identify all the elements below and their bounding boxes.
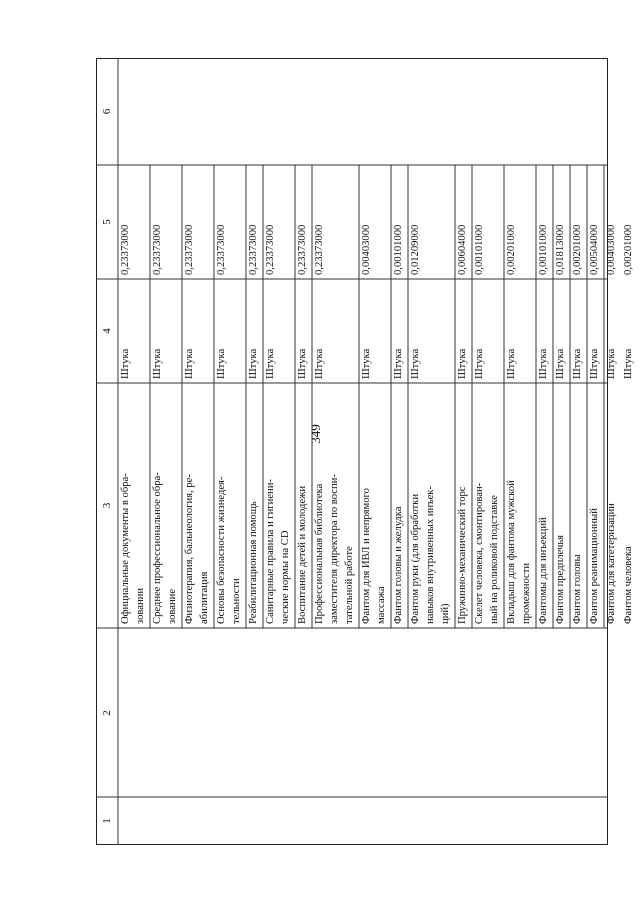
item-name-line: промежности <box>521 562 532 624</box>
item-value: 0,00201000 <box>506 224 517 275</box>
column-header-1: 1 <box>101 818 113 824</box>
rotated-table <box>96 58 634 845</box>
item-unit: Штука <box>120 348 131 379</box>
column-header-5: 5 <box>101 219 113 225</box>
item-value: 0,23373000 <box>265 224 276 275</box>
item-unit: Штука <box>265 348 276 379</box>
item-name-line: зование <box>167 588 178 624</box>
item-unit: Штука <box>152 348 163 379</box>
item-unit: Штука <box>184 348 195 379</box>
item-value: 0,23373000 <box>297 224 308 275</box>
item-value: 0,00101000 <box>538 224 549 275</box>
item-name-line: массажа <box>376 586 387 624</box>
item-name <box>246 381 261 627</box>
item-unit: Штука <box>506 348 517 379</box>
item-name-line: Вкладыш для фантома мужской <box>506 480 517 624</box>
item-value: 0,23373000 <box>314 224 325 275</box>
item-name <box>553 381 568 627</box>
item-name-line: Официальные документы в обра- <box>120 473 131 624</box>
item-name <box>504 381 534 627</box>
table-row <box>263 58 295 845</box>
item-name <box>621 381 636 627</box>
item-name-line: Фантом человека <box>623 546 634 624</box>
item-unit: Штука <box>216 348 227 379</box>
item-name-line: Фантомы для инъекций <box>538 517 549 624</box>
table-row <box>150 58 182 845</box>
table-row <box>182 58 214 845</box>
item-name <box>570 381 585 627</box>
item-name-line: Реабилитационная помощь <box>248 501 259 624</box>
item-unit: Штука <box>457 348 468 379</box>
table-row <box>472 58 504 845</box>
item-value: 0,23373000 <box>184 224 195 275</box>
item-value: 0,00504000 <box>589 224 600 275</box>
item-name <box>536 381 551 627</box>
item-unit: Штука <box>314 348 325 379</box>
item-unit: Штука <box>361 348 372 379</box>
item-name <box>150 381 180 627</box>
table-row <box>455 58 472 845</box>
item-value: 0,23373000 <box>216 224 227 275</box>
item-value: 0,00403000 <box>606 224 617 275</box>
item-unit: Штука <box>572 348 583 379</box>
item-unit: Штука <box>606 348 617 379</box>
item-value: 0,23373000 <box>152 224 163 275</box>
item-name-line: Фантом головы <box>572 554 583 624</box>
item-value: 0,23373000 <box>120 224 131 275</box>
item-name-line: тательной работе <box>344 546 355 624</box>
item-name <box>295 381 310 627</box>
table-row <box>536 58 553 845</box>
item-value: 0,00101000 <box>393 224 404 275</box>
item-name-line: навыков внутривенных инъек- <box>425 486 436 624</box>
item-value: 0,23373000 <box>248 224 259 275</box>
item-unit: Штука <box>410 348 421 379</box>
item-unit: Штука <box>248 348 259 379</box>
table-row <box>295 58 312 845</box>
item-name-line: заместителя директора по воспи- <box>329 474 340 624</box>
item-name <box>312 381 357 627</box>
item-name <box>263 381 293 627</box>
item-name <box>182 381 212 627</box>
item-name <box>359 381 389 627</box>
item-value: 0,00201000 <box>623 224 634 275</box>
item-name-line: Фантом головы и желудка <box>393 506 404 624</box>
table-row <box>621 58 638 845</box>
item-name <box>214 381 244 627</box>
table-row <box>570 58 587 845</box>
item-name-line: Воспитание детей и молодежи <box>297 485 308 624</box>
item-value: 0,01209000 <box>410 224 421 275</box>
item-name <box>604 381 619 627</box>
item-name-line: Скелет человека, смонтирован- <box>474 482 485 624</box>
table-row <box>214 58 246 845</box>
table-row <box>359 58 391 845</box>
table-row <box>587 58 604 845</box>
item-name-line: Фантом для катетеризации <box>606 503 617 624</box>
item-name-line: Фантом для ИВЛ и непрямого <box>361 488 372 624</box>
item-value: 0,00101000 <box>474 224 485 275</box>
item-name-line: Санитарные правила и гигиени- <box>265 479 276 624</box>
item-name-line: ций) <box>440 603 451 624</box>
column-header-6: 6 <box>101 108 113 115</box>
column-header-3: 3 <box>101 502 113 509</box>
item-value: 0,00403000 <box>361 224 372 275</box>
item-name <box>118 381 148 627</box>
item-name-line: Физиотерапия, бальнеология, ре- <box>184 474 195 624</box>
column-header-4: 4 <box>101 328 113 334</box>
table-row <box>118 58 150 845</box>
table-row <box>553 58 570 845</box>
item-name-line: Фантом руки (для обработки <box>410 493 421 624</box>
item-name-line: зовании <box>135 588 146 624</box>
item-value: 0,00201000 <box>572 224 583 275</box>
item-name-line: Основы безопасности жизнедея- <box>216 476 227 624</box>
item-name-line: Пружинно-механический торс <box>457 486 468 624</box>
item-value: 0,00604000 <box>457 224 468 275</box>
item-name-line: ный на роликовой подставке <box>489 495 500 624</box>
item-unit: Штука <box>474 348 485 379</box>
column-header-2: 2 <box>101 710 113 716</box>
item-name-line: Среднее профессиональное обра- <box>152 472 163 624</box>
item-name <box>408 381 453 627</box>
item-name-line: ческие нормы на CD <box>280 530 291 624</box>
table-row <box>504 58 536 845</box>
item-value: 0,01813000 <box>555 224 566 275</box>
item-name <box>391 381 406 627</box>
item-name <box>455 381 470 627</box>
item-name-line: Профессиональная библиотека <box>314 483 325 624</box>
item-unit: Штука <box>589 348 600 379</box>
item-name <box>587 381 602 627</box>
item-unit: Штука <box>393 348 404 379</box>
table-row <box>246 58 263 845</box>
page-number: 349 <box>308 424 323 444</box>
item-unit: Штука <box>538 348 549 379</box>
table-row <box>391 58 408 845</box>
item-unit: Штука <box>555 348 566 379</box>
item-name-line: Фантом предплечья <box>555 534 566 624</box>
item-name <box>472 381 502 627</box>
table-row <box>408 58 455 845</box>
table-row <box>312 58 359 845</box>
table-body <box>96 58 634 845</box>
item-name-line: тельности <box>231 578 242 624</box>
item-name-line: абилитация <box>199 571 210 624</box>
table-row <box>604 58 621 845</box>
item-name-line: Фантом реанимационный <box>589 508 600 624</box>
item-unit: Штука <box>623 348 634 379</box>
item-unit: Штука <box>297 348 308 379</box>
